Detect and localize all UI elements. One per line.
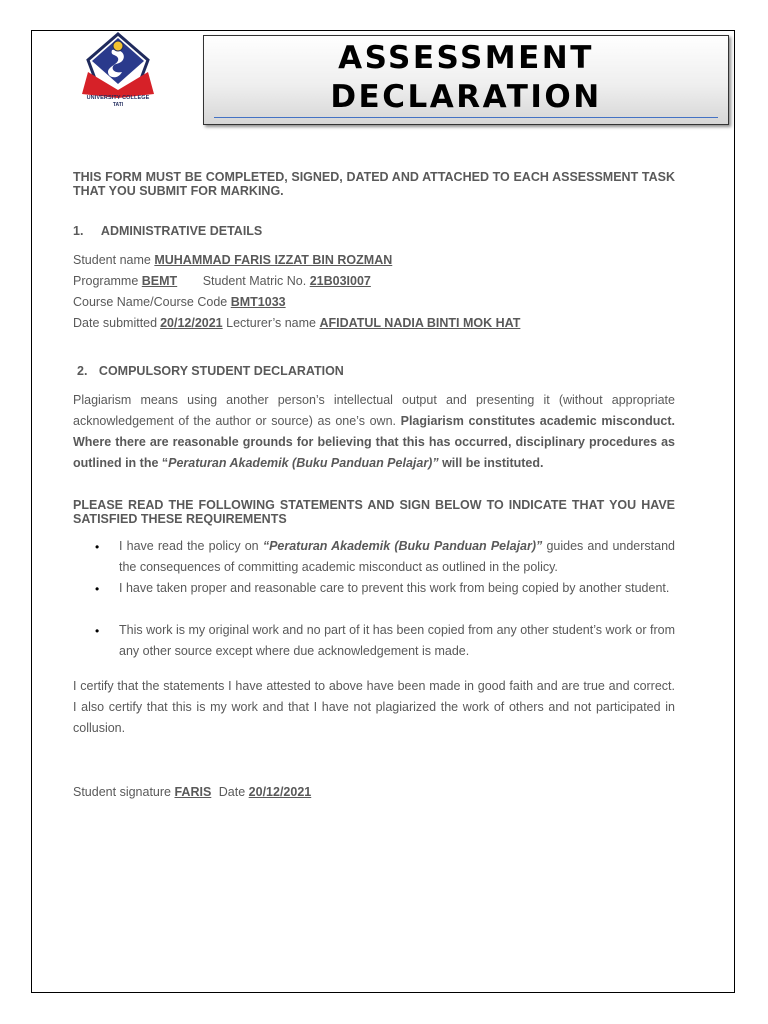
field-label: Date [218,785,246,799]
date-value: 20/12/2021 [160,316,223,330]
lecturer-value: AFIDATUL NADIA BINTI MOK HAT [319,316,521,330]
signature-value: FARIS [174,785,212,799]
field-label: Student Matric No. [202,274,307,288]
para-bold-text: Plagiarism constitutes academic misconduct. Where there are reasonable grounds for believing that this has occurred, disciplinary procedures as outlined in the “ [73,414,675,470]
field-label: Student name [73,253,151,267]
item-text: I have read the policy on [119,539,259,553]
field-label: Programme [73,274,139,288]
date-lecturer-row [73,316,675,330]
plagiarism-paragraph [73,390,675,474]
para-text: Plagiarism means using another person’s intellectual output and presenting it (without appropriate acknowledgement of the author or source) as one’s own. [73,393,675,428]
item-text: guides and understand the consequences of committing academic misconduct as outlined in the policy. [119,539,675,574]
item-bold: “Peraturan Akademik (Buku Panduan Pelajar)” [262,539,543,553]
course-value: BMT1033 [230,295,286,309]
student-name-value: MUHAMMAD FARIS IZZAT BIN ROZMAN [154,253,393,267]
student-name-row [73,253,675,267]
programme-row [73,274,675,288]
signature-date-value: 20/12/2021 [248,785,312,799]
logo-subtext: TATI [112,102,124,108]
bullet-icon: • [95,540,100,554]
bullet-icon: • [95,582,100,596]
list-item: I have taken proper and reasonable care to prevent this work from being copied by another student. [119,581,670,595]
course-row [73,295,675,309]
field-label: Lecturer’s name [226,316,316,330]
section-number: 1. [73,224,84,238]
section-1-heading [73,224,675,238]
title-line-1: ASSESSMENT [338,40,594,76]
field-label: Student signature [73,785,171,799]
certification-paragraph: I certify that the statements I have attested to above have been made in good faith and are true and correct. I also certify that this is my work and that I have not plagiarized the work of others and not participated in collusion. [73,679,675,735]
logo-text: UNIVERSITY COLLEGE [86,95,150,101]
field-label: Date submitted [73,316,158,330]
intro-text: THIS FORM MUST BE COMPLETED, SIGNED, DATED AND ATTACHED TO EACH ASSESSMENT TASK THAT YOU SUBMIT FOR MARKING. [73,170,675,198]
section-title: ADMINISTRATIVE DETAILS [100,224,263,238]
page-title [204,39,728,117]
bullet-icon: • [95,624,100,638]
list-item: This work is my original work and no part of it has been copied from any other student’s work or from any other source except where due acknowledgement is made. [119,623,675,658]
programme-value: BEMT [141,274,178,288]
section-2-heading [77,364,679,378]
title-box [203,35,729,125]
list-item [119,536,675,578]
signature-row [73,785,675,799]
instruction-text: PLEASE READ THE FOLLOWING STATEMENTS AND SIGN BELOW TO INDICATE THAT YOU HAVE SATISFIED THESE REQUIREMENTS [73,498,675,526]
title-underline [214,117,718,118]
section-title: COMPULSORY STUDENT DECLARATION [98,364,344,378]
title-line-2: DECLARATION [330,79,602,115]
matric-value: 21B03I007 [309,274,371,288]
field-label: Course Name/Course Code [73,295,228,309]
para-bold-end: will be instituted. [442,456,544,470]
section-number: 2. [77,364,88,378]
para-italic-text: Peraturan Akademik (Buku Panduan Pelajar)” [168,456,439,470]
